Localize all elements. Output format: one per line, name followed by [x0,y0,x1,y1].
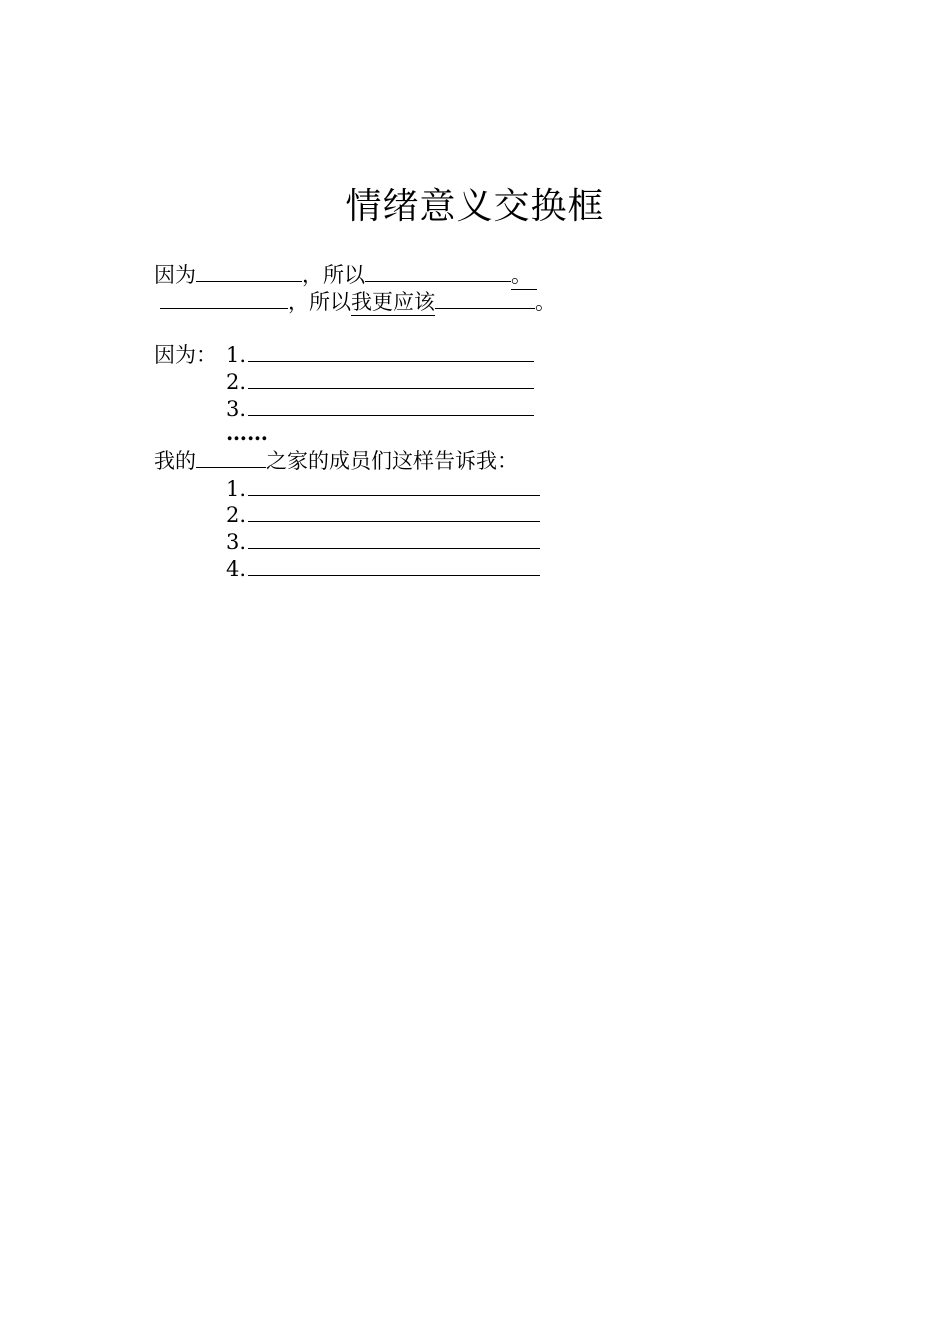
family-row-3 [226,529,540,555]
so-label: ，所以 [302,263,365,287]
family-answer-line[interactable] [248,529,540,549]
family-row-2 [226,502,540,528]
i-should-text: 我更应该 [351,290,435,314]
ellipsis-text: …… [226,420,268,445]
reasons-row-2 [226,369,534,395]
reason-answer-line[interactable] [248,342,534,362]
because-label: 因为 [154,263,196,287]
sentence-line-2 [160,289,556,315]
list-number: 1. [226,477,247,501]
family-rest-label: 之家的成员们这样告诉我： [266,449,518,473]
period-2: 。 [535,290,556,314]
reason-answer-line[interactable] [248,396,534,416]
reasons-row-3 [226,396,534,422]
page-title: 情绪意义交换框 [345,186,605,227]
list-number: 3. [226,397,247,421]
family-heading [154,448,518,474]
fill-blank-result[interactable] [365,263,511,282]
list-number: 3. [226,530,247,554]
fill-blank-family[interactable] [196,449,266,468]
reasons-row-1 [154,342,534,368]
list-number: 2. [226,370,247,394]
family-row-1 [226,476,540,502]
period-underlined: 。 [511,262,537,290]
list-number: 2. [226,503,247,527]
list-number: 4. [226,557,247,581]
family-answer-line[interactable] [248,476,540,496]
list-number: 1. [226,343,247,367]
reasons-ellipsis [226,420,268,446]
my-label: 我的 [154,449,196,473]
fill-blank-lead[interactable] [160,290,288,309]
family-answer-line[interactable] [248,502,540,522]
sentence-line-1 [154,262,537,290]
family-row-4 [226,556,540,582]
fill-blank-action[interactable] [435,290,535,309]
family-answer-line[interactable] [248,556,540,576]
so-label-2: ，所以 [288,290,351,314]
fill-blank-cause[interactable] [196,263,302,282]
reason-answer-line[interactable] [248,369,534,389]
reasons-label: 因为： [154,343,217,367]
